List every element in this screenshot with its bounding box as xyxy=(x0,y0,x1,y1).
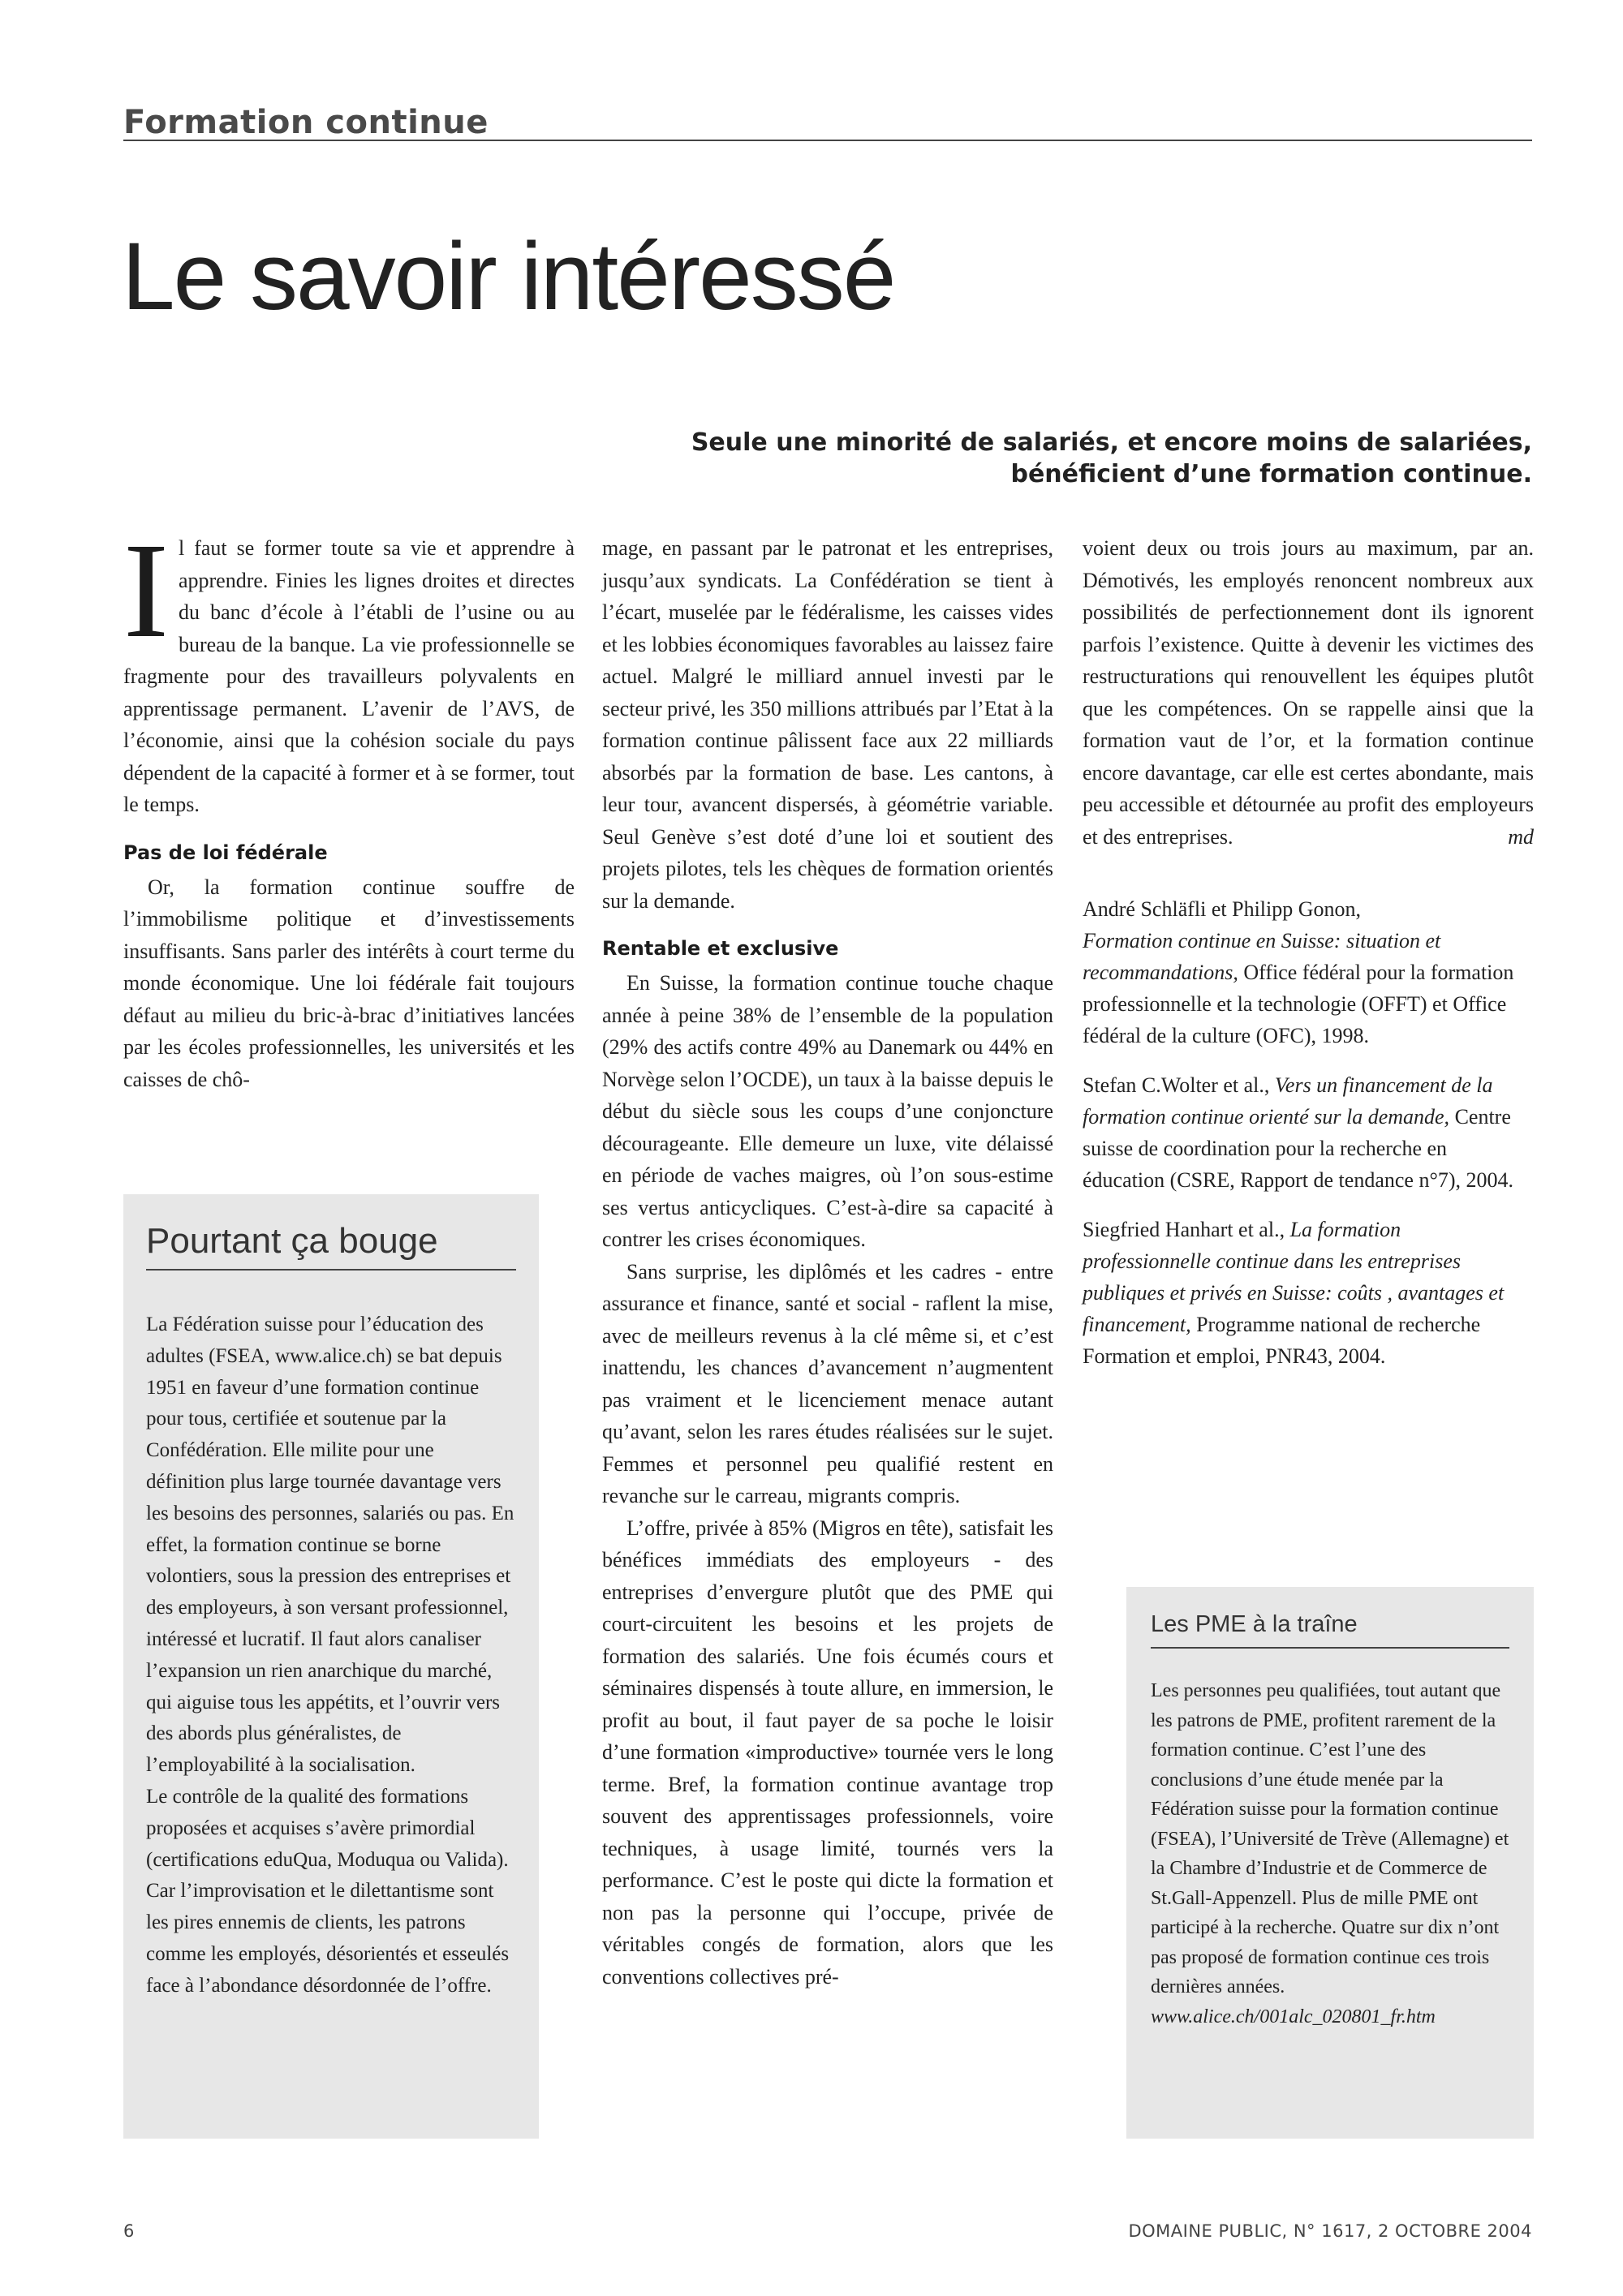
article-column-1 xyxy=(123,515,575,1095)
page-number: 6 xyxy=(123,2221,135,2241)
paragraph xyxy=(1083,532,1534,853)
intro-text: l faut se former toute sa vie et apprendre à apprendre. Finies les lignes droites et directes du banc d’école à l’établi de l’usine ou au bureau de la banque. La vie professionnelle se fragmente pour des travailleurs polyvalents en apprentissage permanent. L’avenir de l’AVS, de l’économie, ainsi que la cohésion sociale du pays dépendent de la capacité à former et à se former, tout le temps. xyxy=(123,536,575,816)
sidebar-paragraph: Le contrôle de la qualité des formations proposées et acquises s’avère primordial (certifications eduQua, Moduqua ou Valida). Car l’improvisation et le dilettantisme sont les pires ennemis de clients, les patrons comme les employés, désorientés et esseulés face à l’abondance désordonnée de l’offre. xyxy=(146,1785,510,1997)
subhead-rentable: Rentable et exclusive xyxy=(602,937,839,960)
sidebar-body xyxy=(1151,1676,1509,2032)
paragraph: Or, la formation continue souffre de l’immobilisme politique et d’investissements insuffisants. Sans parler des intérêts à court terme du monde économique. Une loi fédérale fait toujours défaut au milieu du bric-à-brac d’initiatives lancées par les écoles professionnelles, les universités et les caisses de chô- xyxy=(123,875,575,1091)
paragraph: Sans surprise, les diplômés et les cadres - entre assurance et finance, santé et social - raflent la mise, avec de meilleurs revenus à la clé même si, et c’est inattendu, les chances d’avancement n’augmentent pas vraiment et le licenciement menace autant qu’avant, selon les rares études réalisées sur le sujet. Femmes et personnel peu qualifié restent en revanche sur le carreau, migrants compris. xyxy=(602,1259,1053,1507)
reference-title: La formation professionnelle continue dans les entreprises publiques et privés en Suisse: coûts , avantages et financement, xyxy=(1083,1218,1505,1336)
references xyxy=(1083,893,1534,1372)
subhead-pas-de-loi: Pas de loi fédérale xyxy=(123,841,328,864)
paragraph: En Suisse, la formation continue touche chaque année à peine 38% de l’ensemble de la population (29% des actifs contre 49% au Danemark ou 44% en Norvège selon l’OCDE), un taux à la baisse depuis le début du siècle sous les coups d’une conjoncture décourageante. Elle demeure un luxe, vite délaissé en période de vaches maigres, où l’on sous-estime ses vertus anticycliques. C’est-à-dire sa capacité à contrer les crises économiques. xyxy=(602,971,1053,1251)
publication-info: DOMAINE PUBLIC, N° 1617, 2 OCTOBRE 2004 xyxy=(1128,2221,1532,2241)
paragraph: mage, en passant par le patronat et les entreprises, jusqu’aux syndicats. La Confédération se tient à l’écart, muselée par le fédéralisme, les caisses vides et les lobbies économiques favorables au laissez faire actuel. Malgré le milliard annuel investi par le secteur privé, les 350 millions attribués par l’Etat à la formation continue pâlissent face aux 22 milliards absorbés par la formation de base. Les cantons, à leur tour, avancent dispersés, à géométrie variable. Seul Genève s’est doté d’une loi et soutient des projets pilotes, tels les chèques de formation orientés sur la demande. xyxy=(602,536,1053,913)
paragraph-text: voient deux ou trois jours au maximum, par an. Démotivés, les employés renoncent nombreux aux possibilités de perfectionnement dont ils ignorent parfois l’existence. Quitte à devenir les victimes des restructurations qui renouvellent les équipes plutôt que les compétences. On se rappelle ainsi que la formation vaut de l’or, et la formation continue encore davantage, car elle est certes abondante, mais peu accessible et détournée au profit des employeurs et des entreprises. xyxy=(1083,536,1534,849)
article-lead: Seule une minorité de salariés, et encore moins de salariées, bénéficient d’une formation continue. xyxy=(691,428,1532,488)
section-label: Formation continue xyxy=(123,104,489,141)
article-column-2 xyxy=(602,532,1053,1993)
reference-title: Formation continue en Suisse: situation et recommandations, xyxy=(1083,929,1441,984)
sidebar-body xyxy=(146,1309,516,2002)
article-column-3 xyxy=(1083,532,1534,1390)
article-title: Le savoir intéressé xyxy=(122,223,895,330)
sidebar-title: Pourtant ça bouge xyxy=(146,1219,516,1271)
reference-item: Stefan C.Wolter et al., Vers un financement de la formation continue orienté sur la demande, Centre suisse de coordination pour la recherche en éducation (CSRE, Rapport de tendance n°7), 2004. xyxy=(1083,1073,1513,1192)
drop-cap: I xyxy=(123,515,169,666)
reference-item: André Schläfli et Philipp Gonon, Formation continue en Suisse: situation et recommandations, Office fédéral pour la formation professionnelle et la technologie (OFFT) et Office fédéral de la culture (OFC), 1998. xyxy=(1083,897,1514,1047)
sidebar-title: Les PME à la traîne xyxy=(1151,1608,1509,1649)
sidebar-pme-a-la-traine xyxy=(1126,1587,1534,2139)
reference-item: Siegfried Hanhart et al., La formation professionnelle continue dans les entreprises publiques et privés en Suisse: coûts , avantages et financement, Programme national de recherche Formation et emploi, PNR43, 2004. xyxy=(1083,1218,1505,1368)
intro-paragraph xyxy=(123,515,575,821)
paragraph: L’offre, privée à 85% (Migros en tête), satisfait les bénéfices immédiats des employeurs - des entreprises d’envergure plutôt que des PME qui court-circuitent les besoins et les projets de formation des salariés. Une fois écumés cours et séminaires dispensés à toute allure, en immersion, le profit au bout, il faut payer de sa poche le loisir d’une formation «improductive» tournée vers le long terme. Bref, la formation continue avantage trop souvent des apprentissages professionnels, voire techniques, à usage limité, tournés vers la performance. C’est le poste qui dicte la formation et non pas la personne qui l’occupe, privée de véritables congés de formation, alors que les conventions collectives pré- xyxy=(602,1516,1053,1989)
sidebar-pourtant-ca-bouge xyxy=(123,1194,539,2139)
sidebar-paragraph: La Fédération suisse pour l’éducation des adultes (FSEA, www.alice.ch) se bat depuis 1951 en faveur d’une formation continue pour tous, certifiée et soutenue par la Confédération. Elle milite pour une définition plus large tournée davantage vers les besoins des personnes, salariés ou pas. En effet, la formation continue se borne volontiers, sous la pression des entreprises et des employeurs, à son versant professionnel, intéressé et lucratif. Il faut alors canaliser l’expansion un rien anarchique du marché, qui aiguise tous les appétits, et l’ouvrir vers des abords plus généralistes, de l’employabilité à la socialisation. xyxy=(146,1314,514,1777)
sidebar-link[interactable]: www.alice.ch/001alc_020801_fr.htm xyxy=(1151,2006,1436,2027)
sidebar-paragraph: Les personnes peu qualifiées, tout autant que les patrons de PME, profitent rarement de la formation continue. C’est l’une des conclusions d’une étude menée par la Fédération suisse pour la formation continue (FSEA), l’Université de Trève (Allemagne) et la Chambre d’Industrie et de Commerce de St.Gall-Appenzell. Plus de mille PME ont participé à la recherche. Quatre sur dix n’ont pas proposé de formation continue ces trois dernières années. xyxy=(1151,1680,1509,1997)
author-signature: md xyxy=(1508,824,1534,849)
header-rule xyxy=(123,140,1532,141)
reference-title: Vers un financement de la formation continue orienté sur la demande, xyxy=(1083,1073,1493,1129)
